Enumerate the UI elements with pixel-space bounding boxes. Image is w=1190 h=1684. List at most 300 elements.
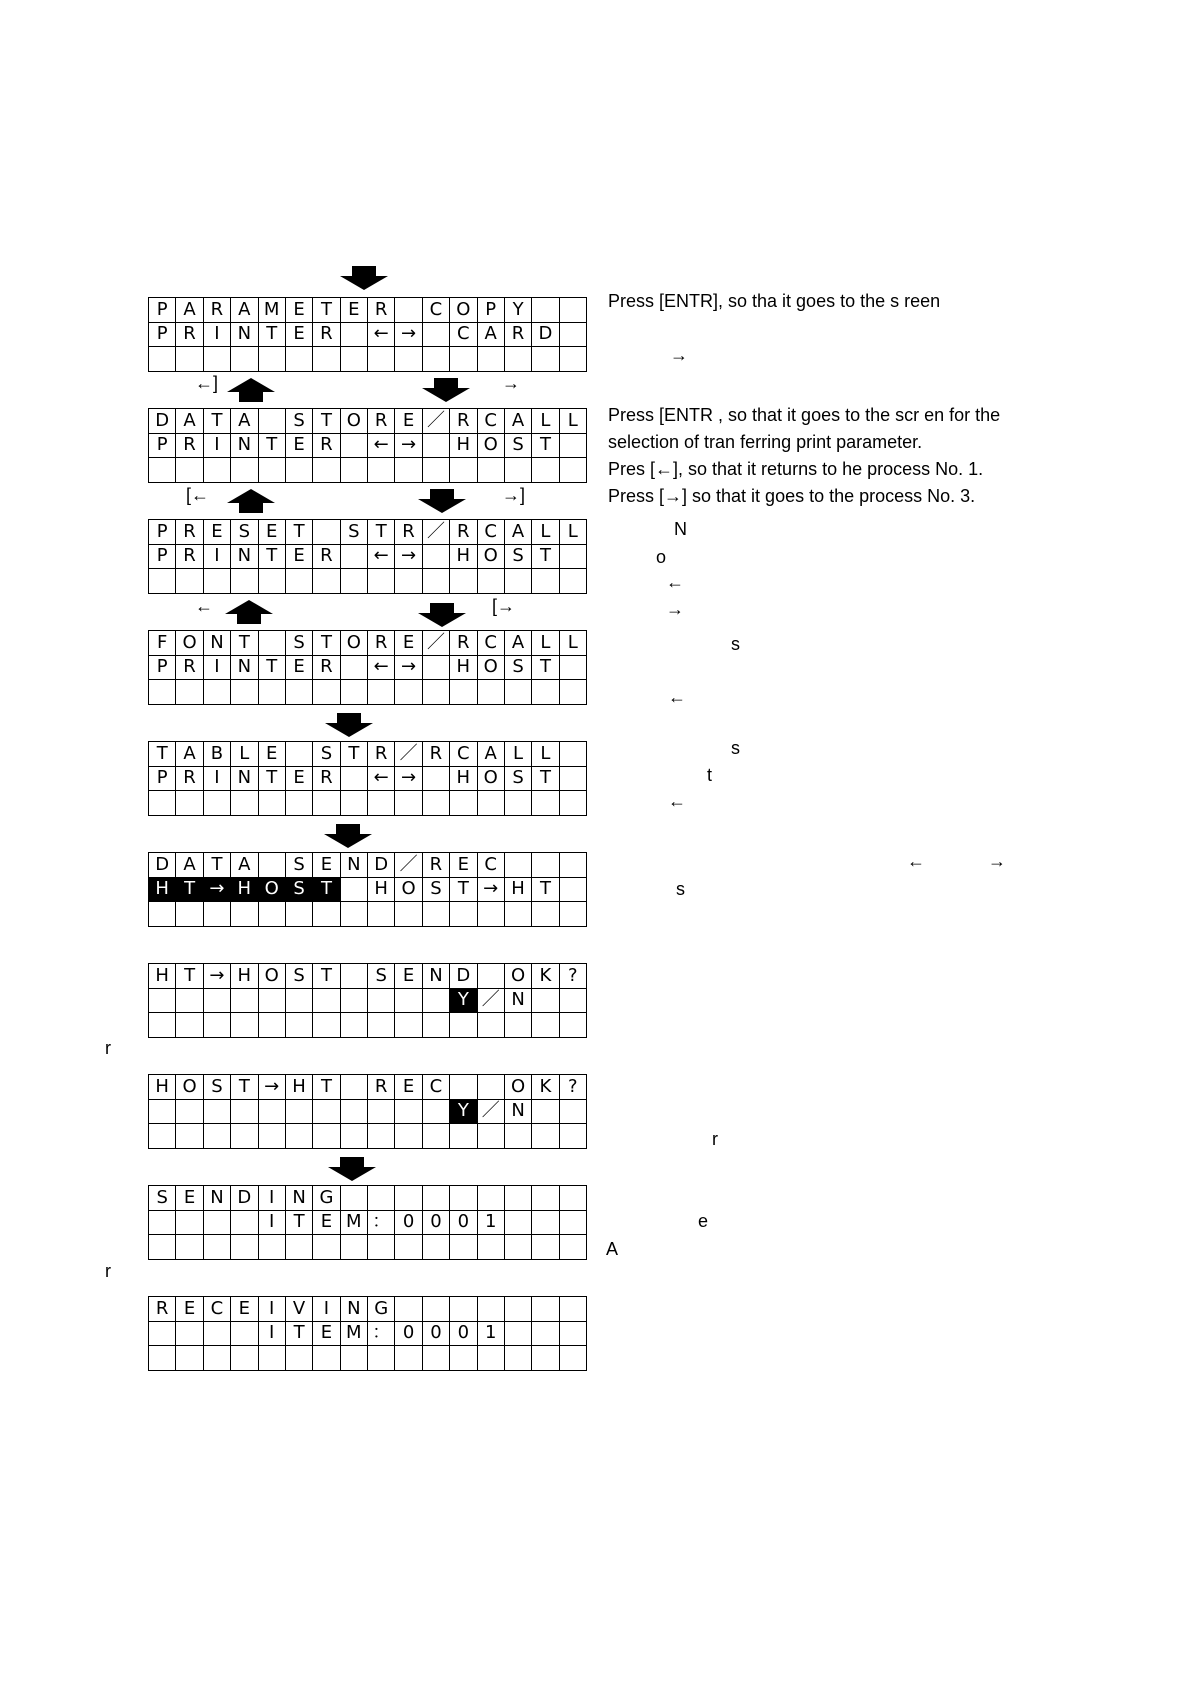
- lcd-cell: L: [532, 631, 559, 656]
- lcd-cell: [341, 989, 368, 1014]
- lcd-cell: H: [231, 878, 258, 903]
- lcd-cell: [341, 878, 368, 903]
- lcd-cell: ：: [368, 1322, 395, 1347]
- lcd-cell: [478, 964, 505, 989]
- lcd-cell: [560, 458, 587, 483]
- lcd-cell: I: [204, 323, 231, 348]
- arrow-down-icon: [325, 713, 373, 737]
- lcd-cell: [204, 1322, 231, 1347]
- text-fragment: ←: [668, 687, 686, 707]
- lcd-cell: [505, 1124, 532, 1149]
- lcd-cell: E: [259, 520, 286, 545]
- lcd-cell: [313, 791, 340, 816]
- lcd-cell: [560, 1124, 587, 1149]
- lcd-cell: T: [450, 878, 477, 903]
- lcd-cell: C: [204, 1297, 231, 1322]
- arrow-down-icon: [324, 824, 372, 848]
- lcd-cell: [204, 1100, 231, 1125]
- lcd-cell: [423, 1235, 450, 1260]
- lcd-cell: [395, 989, 422, 1014]
- lcd-cell: [423, 1297, 450, 1322]
- lcd-cell: [231, 1124, 258, 1149]
- lcd-cell: T: [313, 1075, 340, 1100]
- text-fragment: s: [676, 879, 685, 899]
- lcd-cell: →: [395, 545, 422, 570]
- lcd-cell: E: [286, 298, 313, 323]
- lcd-cell: S: [149, 1186, 176, 1211]
- lcd-cell: [259, 853, 286, 878]
- lcd-cell: P: [149, 323, 176, 348]
- lcd-screen-sending: [148, 1185, 587, 1260]
- lcd-cell: H: [149, 964, 176, 989]
- text-fragment: ←: [907, 851, 925, 871]
- lcd-cell: [560, 989, 587, 1014]
- lcd-cell: [341, 1346, 368, 1371]
- lcd-cell: [505, 1186, 532, 1211]
- lcd-cell: C: [450, 742, 477, 767]
- text-fragment: o: [656, 547, 667, 567]
- lcd-cell: T: [259, 434, 286, 459]
- lcd-cell: S: [286, 964, 313, 989]
- lcd-cell: [560, 1186, 587, 1211]
- lcd-cell: [313, 347, 340, 372]
- lcd-cell: I: [259, 1211, 286, 1236]
- lcd-cell: [149, 1124, 176, 1149]
- lcd-cell: R: [313, 323, 340, 348]
- lcd-cell: [286, 1124, 313, 1149]
- lcd-cell: Y: [505, 298, 532, 323]
- lcd-cell: E: [176, 1186, 203, 1211]
- lcd-cell: [560, 680, 587, 705]
- lcd-cell: 0: [423, 1322, 450, 1347]
- lcd-cell: E: [286, 323, 313, 348]
- arrow-down-icon: [418, 603, 466, 627]
- lcd-cell: [259, 409, 286, 434]
- lcd-cell: T: [231, 631, 258, 656]
- lcd-cell: [204, 1235, 231, 1260]
- lcd-cell: A: [478, 323, 505, 348]
- lcd-cell: E: [231, 1297, 258, 1322]
- lcd-cell: [149, 1235, 176, 1260]
- lcd-cell: [341, 1124, 368, 1149]
- lcd-cell: [560, 1211, 587, 1236]
- lcd-cell: [423, 434, 450, 459]
- text-fragment: s: [731, 738, 740, 758]
- lcd-cell: E: [313, 853, 340, 878]
- lcd-cell: [286, 458, 313, 483]
- lcd-cell: N: [204, 1186, 231, 1211]
- lcd-cell: E: [259, 742, 286, 767]
- lcd-cell: O: [505, 964, 532, 989]
- lcd-cell: [478, 1013, 505, 1038]
- lcd-cell: [532, 347, 559, 372]
- lcd-cell: [478, 1186, 505, 1211]
- lcd-cell: N: [231, 767, 258, 792]
- lcd-cell: H: [450, 656, 477, 681]
- lcd-cell: T: [532, 767, 559, 792]
- lcd-cell: I: [204, 434, 231, 459]
- text-fragment: s: [731, 634, 740, 654]
- lcd-cell: C: [450, 323, 477, 348]
- lcd-cell: D: [149, 409, 176, 434]
- lcd-cell: C: [423, 298, 450, 323]
- lcd-cell: A: [505, 520, 532, 545]
- lcd-cell: [560, 569, 587, 594]
- lcd-cell: R: [368, 409, 395, 434]
- lcd-cell: ／: [478, 989, 505, 1014]
- lcd-cell: V: [286, 1297, 313, 1322]
- instruction-fragment: →: [670, 345, 688, 365]
- lcd-cell: [450, 1075, 477, 1100]
- lcd-cell: L: [532, 742, 559, 767]
- lcd-cell: [286, 1013, 313, 1038]
- lcd-cell: C: [478, 631, 505, 656]
- lcd-cell: [560, 1322, 587, 1347]
- lcd-cell: [368, 1100, 395, 1125]
- lcd-cell: [313, 1100, 340, 1125]
- key-label-right: [→: [492, 596, 516, 616]
- lcd-cell: [313, 680, 340, 705]
- lcd-cell: [532, 989, 559, 1014]
- lcd-cell: A: [176, 853, 203, 878]
- lcd-cell: R: [176, 520, 203, 545]
- lcd-cell: [368, 1346, 395, 1371]
- arrow-up-icon: [225, 600, 273, 624]
- lcd-cell: N: [505, 989, 532, 1014]
- lcd-cell: [478, 569, 505, 594]
- text-fragment: r: [712, 1129, 718, 1149]
- lcd-cell: O: [478, 656, 505, 681]
- lcd-cell: [176, 347, 203, 372]
- lcd-cell: [505, 791, 532, 816]
- lcd-cell: [505, 853, 532, 878]
- lcd-cell: N: [231, 656, 258, 681]
- lcd-cell: [313, 569, 340, 594]
- lcd-cell: [560, 902, 587, 927]
- lcd-cell: ／: [423, 520, 450, 545]
- lcd-cell: [560, 1013, 587, 1038]
- lcd-cell: [532, 1124, 559, 1149]
- lcd-cell: [505, 569, 532, 594]
- lcd-cell: [395, 1124, 422, 1149]
- lcd-cell: [259, 569, 286, 594]
- lcd-cell: T: [259, 323, 286, 348]
- lcd-cell: T: [286, 1322, 313, 1347]
- lcd-screen-host-ht-rec-ok: [148, 1074, 587, 1149]
- lcd-cell: L: [231, 742, 258, 767]
- lcd-cell: O: [341, 631, 368, 656]
- lcd-cell: [149, 458, 176, 483]
- lcd-cell: [478, 791, 505, 816]
- lcd-cell: I: [204, 767, 231, 792]
- lcd-cell: [368, 791, 395, 816]
- lcd-cell: [341, 656, 368, 681]
- lcd-cell: [231, 902, 258, 927]
- lcd-cell: [341, 791, 368, 816]
- lcd-cell: S: [368, 964, 395, 989]
- lcd-cell: [532, 1297, 559, 1322]
- lcd-cell: [313, 989, 340, 1014]
- lcd-cell: [149, 902, 176, 927]
- lcd-cell: [341, 323, 368, 348]
- lcd-cell: T: [313, 878, 340, 903]
- lcd-cell: H: [149, 878, 176, 903]
- lcd-cell: [204, 791, 231, 816]
- lcd-cell: [313, 1346, 340, 1371]
- lcd-cell: [450, 458, 477, 483]
- lcd-cell: R: [368, 631, 395, 656]
- lcd-cell: [231, 1211, 258, 1236]
- lcd-screen-preset-store-recall: [148, 519, 587, 594]
- instruction-line: Press [ENTR , so that it goes to the scr en for the: [608, 405, 1001, 425]
- lcd-cell: ／: [478, 1100, 505, 1125]
- lcd-cell: [478, 902, 505, 927]
- lcd-cell: [231, 1322, 258, 1347]
- lcd-cell: [149, 569, 176, 594]
- arrow-down-icon: [340, 266, 388, 290]
- lcd-cell: [149, 1211, 176, 1236]
- lcd-cell: E: [395, 1075, 422, 1100]
- lcd-cell: P: [149, 298, 176, 323]
- text-fragment: r: [105, 1038, 111, 1058]
- lcd-cell: A: [231, 853, 258, 878]
- lcd-cell: R: [368, 298, 395, 323]
- lcd-cell: [450, 791, 477, 816]
- lcd-cell: T: [259, 656, 286, 681]
- lcd-cell: S: [286, 409, 313, 434]
- lcd-cell: [532, 853, 559, 878]
- lcd-cell: [505, 1322, 532, 1347]
- lcd-cell: B: [204, 742, 231, 767]
- lcd-cell: [450, 1235, 477, 1260]
- lcd-cell: N: [341, 1297, 368, 1322]
- lcd-cell: [341, 1075, 368, 1100]
- lcd-cell: E: [450, 853, 477, 878]
- lcd-cell: R: [313, 767, 340, 792]
- lcd-screen-table-store-recall: [148, 741, 587, 816]
- lcd-cell: [532, 902, 559, 927]
- lcd-cell: O: [478, 434, 505, 459]
- lcd-cell: [341, 434, 368, 459]
- lcd-cell: T: [204, 409, 231, 434]
- lcd-cell: [450, 1124, 477, 1149]
- lcd-cell: [532, 680, 559, 705]
- lcd-cell: [204, 1346, 231, 1371]
- lcd-cell: E: [341, 298, 368, 323]
- lcd-cell: [176, 1013, 203, 1038]
- lcd-cell: [341, 545, 368, 570]
- lcd-cell: [560, 347, 587, 372]
- lcd-cell: [423, 569, 450, 594]
- lcd-screen-font-store-recall: [148, 630, 587, 705]
- lcd-cell: [149, 347, 176, 372]
- lcd-cell: E: [395, 409, 422, 434]
- arrow-down-icon: [328, 1157, 376, 1181]
- lcd-cell: I: [313, 1297, 340, 1322]
- lcd-cell: [423, 1100, 450, 1125]
- lcd-cell: [423, 323, 450, 348]
- lcd-cell: [560, 1100, 587, 1125]
- lcd-cell: [532, 1322, 559, 1347]
- lcd-cell: R: [204, 298, 231, 323]
- instruction-line: Pres [←], so that it returns to he process No. 1.: [608, 459, 984, 479]
- lcd-cell: [313, 902, 340, 927]
- lcd-cell: [231, 1013, 258, 1038]
- instruction-line: selection of tran ferring print parameter.: [608, 432, 923, 452]
- lcd-cell: [204, 1013, 231, 1038]
- lcd-cell: A: [505, 631, 532, 656]
- lcd-cell: O: [478, 545, 505, 570]
- lcd-cell: S: [313, 742, 340, 767]
- lcd-cell: [532, 1100, 559, 1125]
- lcd-cell: [505, 1013, 532, 1038]
- lcd-cell: [341, 902, 368, 927]
- lcd-cell: P: [149, 545, 176, 570]
- lcd-cell: [395, 1100, 422, 1125]
- key-label-right: →]: [502, 485, 526, 505]
- lcd-cell: [259, 1013, 286, 1038]
- lcd-cell: [204, 989, 231, 1014]
- lcd-screen-data-store-recall: [148, 408, 587, 483]
- lcd-cell: [395, 347, 422, 372]
- lcd-cell: [259, 1346, 286, 1371]
- lcd-cell: O: [176, 631, 203, 656]
- lcd-cell: [176, 569, 203, 594]
- lcd-cell: P: [149, 767, 176, 792]
- lcd-cell: [286, 989, 313, 1014]
- lcd-cell: A: [176, 409, 203, 434]
- lcd-cell: O: [505, 1075, 532, 1100]
- lcd-cell: [204, 347, 231, 372]
- lcd-cell: [149, 989, 176, 1014]
- lcd-cell: ←: [368, 656, 395, 681]
- lcd-cell: S: [231, 520, 258, 545]
- lcd-cell: O: [341, 409, 368, 434]
- lcd-cell: ／: [395, 853, 422, 878]
- lcd-cell: M: [341, 1211, 368, 1236]
- lcd-cell: T: [532, 434, 559, 459]
- lcd-cell: →: [204, 964, 231, 989]
- lcd-cell: C: [478, 409, 505, 434]
- lcd-cell: [176, 989, 203, 1014]
- lcd-cell: [231, 989, 258, 1014]
- lcd-cell: [231, 458, 258, 483]
- lcd-cell: [395, 458, 422, 483]
- lcd-cell: [450, 1013, 477, 1038]
- lcd-cell: T: [313, 631, 340, 656]
- lcd-cell: D: [532, 323, 559, 348]
- lcd-cell: [341, 1013, 368, 1038]
- lcd-cell: H: [286, 1075, 313, 1100]
- lcd-cell: [259, 680, 286, 705]
- lcd-cell: R: [450, 631, 477, 656]
- lcd-cell: [341, 458, 368, 483]
- lcd-cell: [231, 1346, 258, 1371]
- lcd-cell: N: [204, 631, 231, 656]
- lcd-cell: 0: [450, 1211, 477, 1236]
- lcd-cell: [341, 1186, 368, 1211]
- lcd-cell: [259, 1235, 286, 1260]
- lcd-cell: E: [313, 1211, 340, 1236]
- lcd-cell: L: [560, 409, 587, 434]
- lcd-cell: [204, 458, 231, 483]
- lcd-cell: R: [176, 656, 203, 681]
- lcd-cell: [149, 1013, 176, 1038]
- lcd-cell: [423, 545, 450, 570]
- lcd-cell: A: [176, 298, 203, 323]
- lcd-cell: G: [368, 1297, 395, 1322]
- lcd-cell: P: [149, 520, 176, 545]
- text-fragment: A: [606, 1239, 619, 1259]
- lcd-cell: [176, 902, 203, 927]
- lcd-cell: [478, 680, 505, 705]
- lcd-cell: [204, 1211, 231, 1236]
- lcd-cell: [368, 989, 395, 1014]
- lcd-cell: T: [532, 656, 559, 681]
- lcd-cell: M: [341, 1322, 368, 1347]
- lcd-cell: [395, 1346, 422, 1371]
- lcd-cell: ←: [368, 767, 395, 792]
- text-fragment: ←: [666, 572, 684, 592]
- lcd-cell: ←: [368, 323, 395, 348]
- lcd-cell: [149, 680, 176, 705]
- lcd-cell: T: [532, 878, 559, 903]
- lcd-cell: T: [341, 742, 368, 767]
- lcd-cell: →: [395, 767, 422, 792]
- lcd-cell: [259, 458, 286, 483]
- lcd-cell: [423, 767, 450, 792]
- lcd-cell: [176, 1211, 203, 1236]
- lcd-cell: K: [532, 1075, 559, 1100]
- lcd-cell: N: [505, 1100, 532, 1125]
- lcd-cell: [313, 520, 340, 545]
- lcd-cell: T: [313, 298, 340, 323]
- lcd-cell: N: [231, 545, 258, 570]
- arrow-up-icon: [227, 378, 275, 402]
- lcd-cell: [560, 878, 587, 903]
- lcd-cell: R: [176, 767, 203, 792]
- lcd-cell: N: [286, 1186, 313, 1211]
- lcd-cell: T: [231, 1075, 258, 1100]
- lcd-cell: I: [204, 545, 231, 570]
- lcd-cell: [450, 347, 477, 372]
- lcd-cell: [231, 569, 258, 594]
- lcd-cell: 0: [395, 1322, 422, 1347]
- lcd-cell: 1: [478, 1211, 505, 1236]
- lcd-cell: O: [259, 878, 286, 903]
- lcd-cell: Y: [450, 1100, 477, 1125]
- lcd-cell: [259, 989, 286, 1014]
- lcd-cell: ／: [423, 409, 450, 434]
- lcd-cell: D: [149, 853, 176, 878]
- lcd-cell: H: [149, 1075, 176, 1100]
- lcd-screen-receiving: [148, 1296, 587, 1371]
- lcd-cell: I: [259, 1297, 286, 1322]
- lcd-cell: R: [423, 853, 450, 878]
- lcd-cell: [505, 458, 532, 483]
- lcd-cell: [532, 1346, 559, 1371]
- lcd-cell: I: [259, 1186, 286, 1211]
- lcd-cell: ←: [368, 545, 395, 570]
- lcd-cell: [532, 1013, 559, 1038]
- lcd-cell: H: [368, 878, 395, 903]
- lcd-cell: R: [368, 742, 395, 767]
- lcd-cell: H: [450, 767, 477, 792]
- lcd-cell: L: [560, 631, 587, 656]
- lcd-cell: [560, 853, 587, 878]
- text-fragment: N: [674, 519, 687, 539]
- lcd-cell: M: [259, 298, 286, 323]
